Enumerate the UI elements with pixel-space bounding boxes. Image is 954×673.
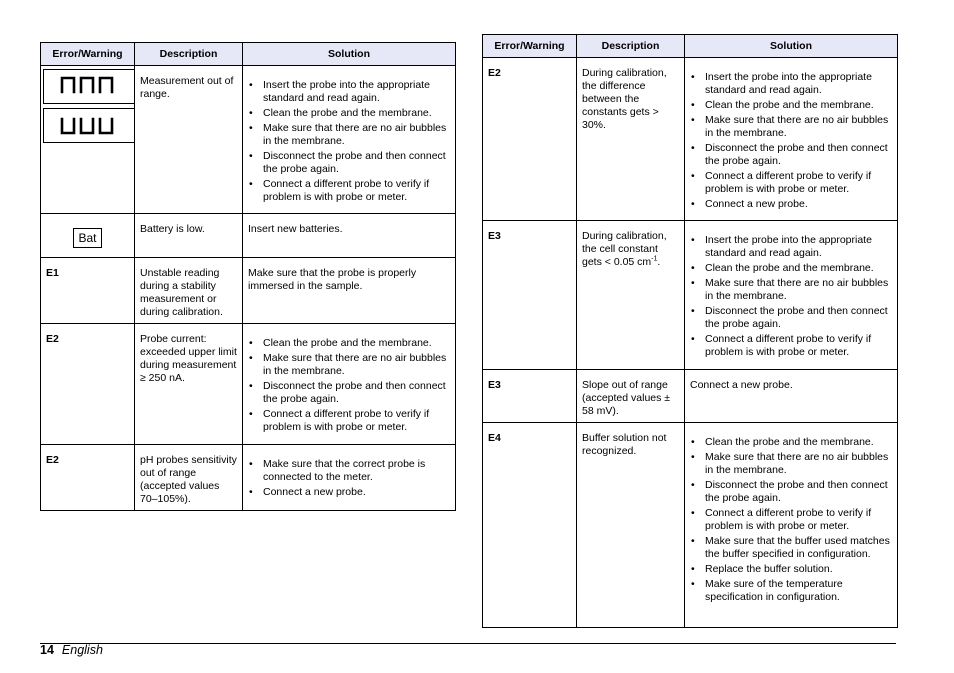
solution-item: • Connect a different probe to verify if problem is with probe or meter. bbox=[248, 408, 450, 434]
solution-item: • Clean the probe and the membrane. bbox=[690, 262, 892, 275]
solution-item: • Clean the probe and the membrane. bbox=[248, 107, 450, 120]
solution-item: • Clean the probe and the membrane. bbox=[690, 436, 892, 449]
table-row bbox=[41, 66, 456, 214]
solution-item: • Disconnect the probe and then connect the probe again. bbox=[690, 479, 892, 505]
header-description: Description bbox=[577, 35, 685, 58]
solution-item: • Connect a different probe to verify if problem is with probe or meter. bbox=[248, 178, 450, 204]
solution-list bbox=[248, 75, 450, 204]
solution-item: • Connect a new probe. bbox=[690, 198, 892, 211]
solution-cell bbox=[243, 445, 456, 511]
header-solution: Solution bbox=[685, 35, 898, 58]
solution-cell: Connect a new probe. bbox=[685, 370, 898, 423]
solution-item: • Insert the probe into the appropriate standard and read again. bbox=[690, 71, 892, 97]
solution-cell bbox=[685, 221, 898, 370]
solution-list bbox=[690, 432, 892, 604]
error-code-cell: E4 bbox=[483, 423, 577, 628]
description-cell: Unstable reading during a stability measurement or during calibration. bbox=[135, 258, 243, 324]
solution-list bbox=[248, 454, 450, 499]
solution-item: • Disconnect the probe and then connect the probe again. bbox=[690, 305, 892, 331]
table-header-row bbox=[41, 43, 456, 66]
error-code-cell: E1 bbox=[41, 258, 135, 324]
solution-item: • Make sure that the buffer used matches the buffer specified in configuration. bbox=[690, 535, 892, 561]
error-code-cell: E3 bbox=[483, 370, 577, 423]
solution-item: • Clean the probe and the membrane. bbox=[248, 337, 450, 350]
solution-item: • Insert the probe into the appropriate standard and read again. bbox=[248, 79, 450, 105]
solution-item: • Make sure that there are no air bubbles in the membrane. bbox=[690, 114, 892, 140]
table-header-row bbox=[483, 35, 898, 58]
solution-item: • Disconnect the probe and then connect the probe again. bbox=[248, 380, 450, 406]
table-row bbox=[483, 423, 898, 628]
description-text: During calibration, the cell constant gets < 0.05 cm bbox=[582, 230, 667, 268]
footer-language: English bbox=[61, 643, 103, 657]
solution-item: • Connect a new probe. bbox=[248, 486, 450, 499]
solution-item: • Make sure of the temperature specification in configuration. bbox=[690, 578, 892, 604]
description-cell: pH probes sensitivity out of range (accepted values 70–105%). bbox=[135, 445, 243, 511]
solution-item: • Disconnect the probe and then connect the probe again. bbox=[690, 142, 892, 168]
table-row bbox=[41, 445, 456, 511]
table-row bbox=[483, 221, 898, 370]
solution-item: • Connect a different probe to verify if problem is with probe or meter. bbox=[690, 170, 892, 196]
footer-divider bbox=[40, 643, 896, 644]
over-range-display-icon bbox=[43, 69, 135, 104]
error-code-cell: E2 bbox=[41, 445, 135, 511]
header-solution: Solution bbox=[243, 43, 456, 66]
description-cell: Probe current: exceeded upper limit during measurement ≥ 250 nA. bbox=[135, 324, 243, 445]
right-error-table bbox=[482, 34, 898, 628]
solution-cell bbox=[243, 66, 456, 214]
solution-item: • Connect a different probe to verify if problem is with probe or meter. bbox=[690, 333, 892, 359]
solution-cell bbox=[685, 423, 898, 628]
solution-item: • Connect a different probe to verify if problem is with probe or meter. bbox=[690, 507, 892, 533]
description-cell: Measurement out of range. bbox=[135, 66, 243, 214]
description-cell: During calibration, the difference between the constants gets > 30%. bbox=[577, 58, 685, 221]
solution-item: • Disconnect the probe and then connect the probe again. bbox=[248, 150, 450, 176]
solution-item: • Make sure that there are no air bubbles in the membrane. bbox=[690, 451, 892, 477]
table-row bbox=[41, 258, 456, 324]
error-code-cell: E3 bbox=[483, 221, 577, 370]
solution-item: • Replace the buffer solution. bbox=[690, 563, 892, 576]
page-number: 14 bbox=[40, 643, 54, 657]
solution-cell bbox=[685, 58, 898, 221]
error-code-cell: E2 bbox=[41, 324, 135, 445]
description-end: . bbox=[657, 256, 661, 268]
table-row bbox=[483, 58, 898, 221]
table-row bbox=[41, 214, 456, 258]
superscript-unit: -1 bbox=[651, 255, 658, 263]
solution-cell: Insert new batteries. bbox=[243, 214, 456, 258]
error-code-cell bbox=[41, 66, 135, 214]
table-row bbox=[41, 324, 456, 445]
page-footer bbox=[40, 643, 103, 657]
solution-item: • Make sure that there are no air bubbles in the membrane. bbox=[248, 352, 450, 378]
table-row bbox=[483, 370, 898, 423]
solution-item: • Insert the probe into the appropriate standard and read again. bbox=[690, 234, 892, 260]
solution-item: • Make sure that there are no air bubbles in the membrane. bbox=[248, 122, 450, 148]
solution-list bbox=[690, 230, 892, 359]
header-description: Description bbox=[135, 43, 243, 66]
header-error-warning: Error/Warning bbox=[41, 43, 135, 66]
error-code-cell: E2 bbox=[483, 58, 577, 221]
battery-indicator-icon: Bat bbox=[73, 228, 101, 248]
solution-item: • Make sure that there are no air bubbles in the membrane. bbox=[690, 277, 892, 303]
description-cell: Battery is low. bbox=[135, 214, 243, 258]
header-error-warning: Error/Warning bbox=[483, 35, 577, 58]
solution-list bbox=[690, 67, 892, 211]
error-code-cell bbox=[41, 214, 135, 258]
left-error-table bbox=[40, 42, 456, 511]
solution-cell: Make sure that the probe is properly immersed in the sample. bbox=[243, 258, 456, 324]
under-range-display-icon bbox=[43, 108, 135, 143]
solution-list bbox=[248, 333, 450, 434]
description-cell bbox=[577, 221, 685, 370]
solution-cell bbox=[243, 324, 456, 445]
solution-item: • Make sure that the correct probe is connected to the meter. bbox=[248, 458, 450, 484]
description-cell: Buffer solution not recognized. bbox=[577, 423, 685, 628]
solution-item: • Clean the probe and the membrane. bbox=[690, 99, 892, 112]
description-cell: Slope out of range (accepted values ± 58 mV). bbox=[577, 370, 685, 423]
